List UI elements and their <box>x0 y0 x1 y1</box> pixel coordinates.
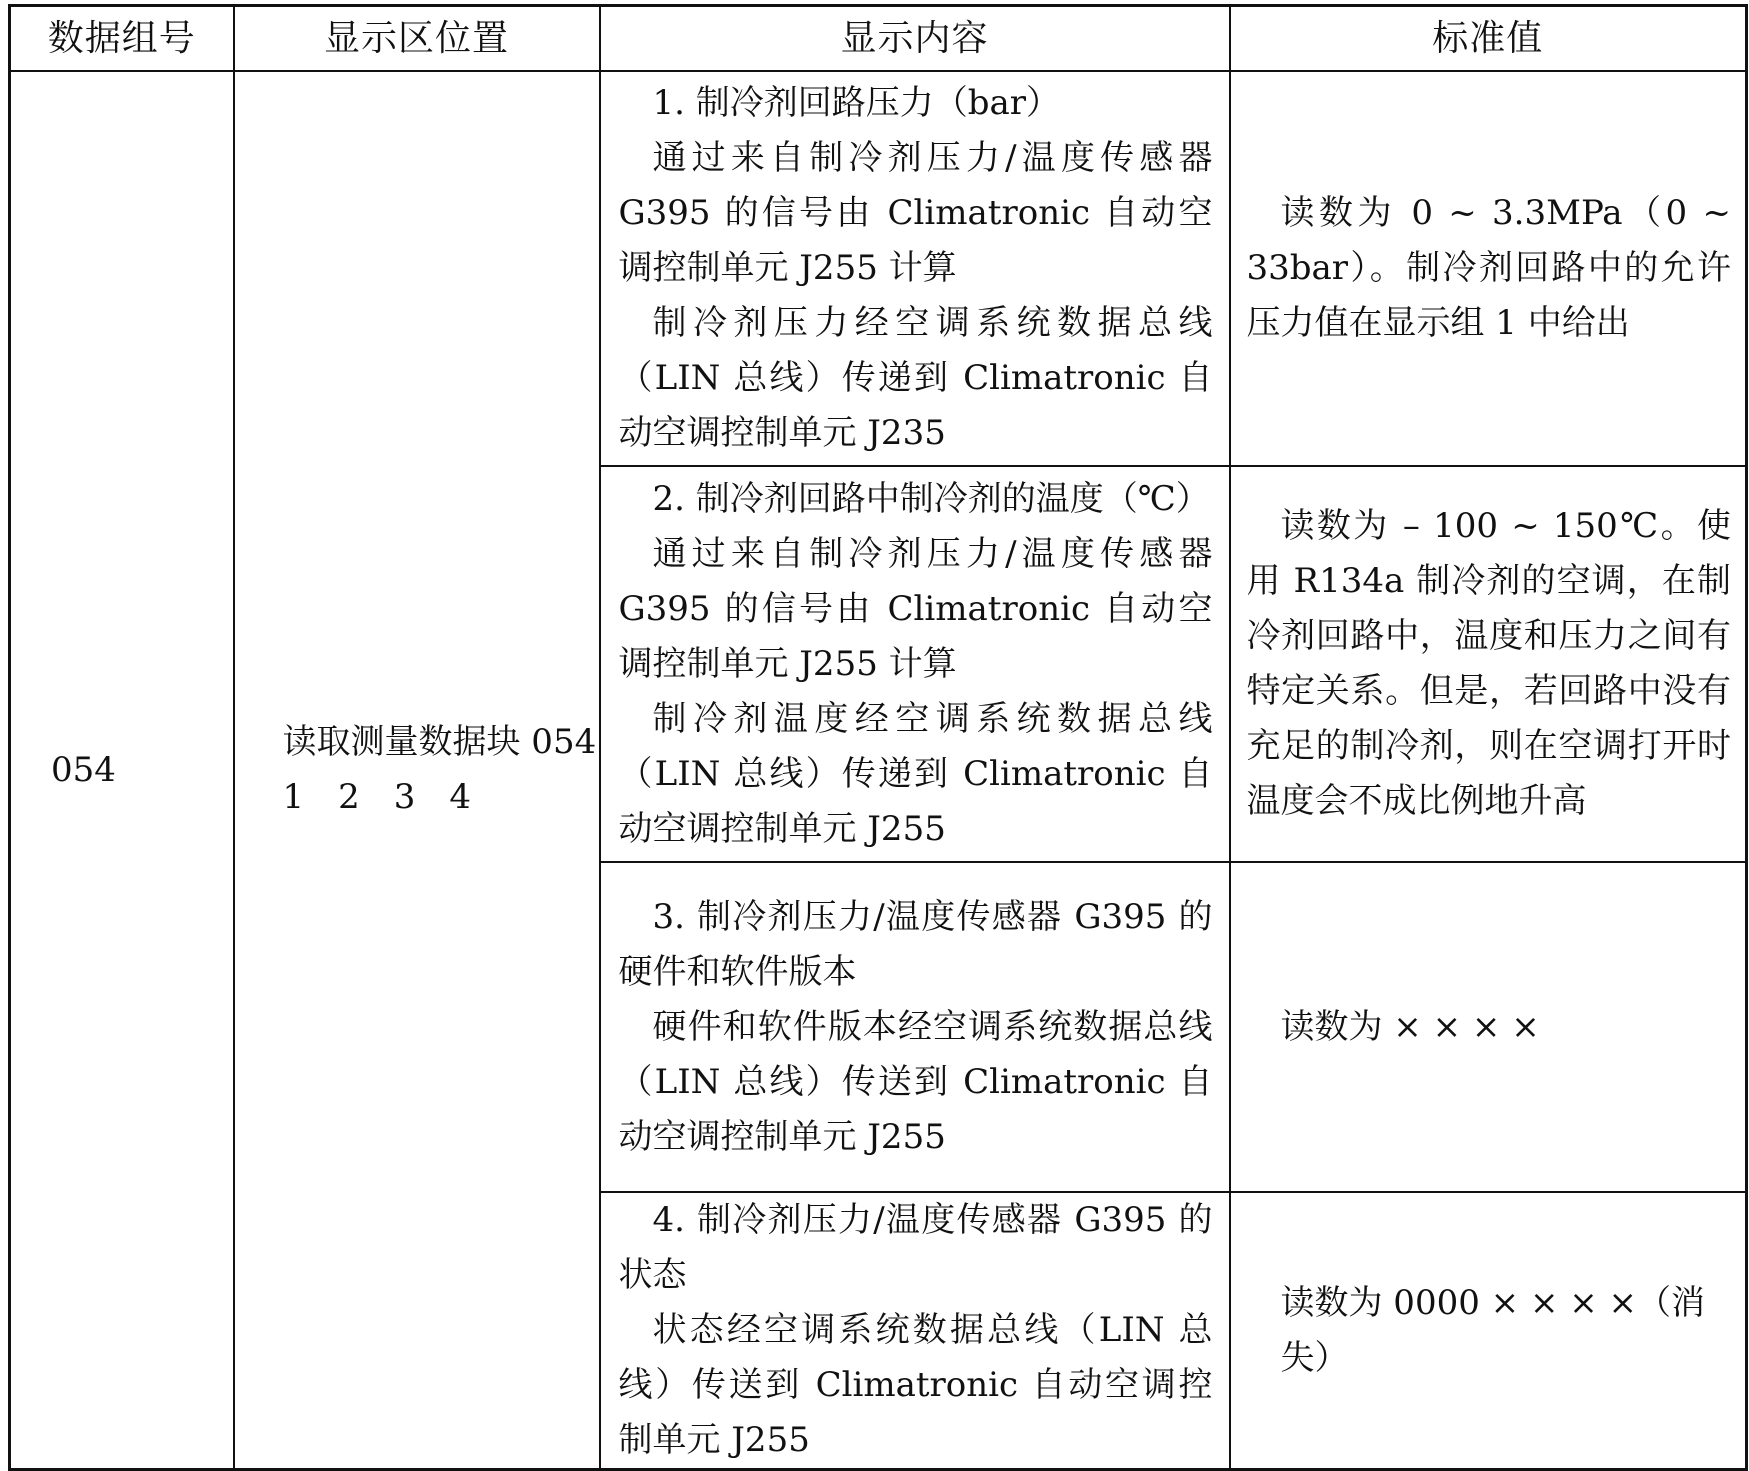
content-cell-4 <box>600 1192 1230 1470</box>
content-cell-2 <box>600 466 1230 862</box>
content-2-para-1: 通过来自制冷剂压力/温度传感器 G395 的信号由 Climatronic 自动空调控制单元 J255 计算 <box>618 533 1213 684</box>
standard-4-text: 读数为 0000 × × × ×（消失） <box>1280 1282 1706 1378</box>
content-3-title: 3. 制冷剂压力/温度传感器 G395 的硬件和软件版本 <box>618 896 1213 992</box>
header-group-number: 数据组号 <box>10 6 234 72</box>
display-position-label: 读取测量数据块 054 <box>282 722 597 762</box>
header-display-position: 显示区位置 <box>234 6 600 72</box>
standard-2-text: 读数为 – 100 ~ 150℃。使用 R134a 制冷剂的空调，在制冷剂回路中，温度和压力之间有特定关系。但是，若回路中没有充足的制冷剂，则在空调打开时温度会不成比例地升高 <box>1246 506 1731 821</box>
content-2-para-2: 制冷剂温度经空调系统数据总线（LIN 总线）传递到 Climatronic 自动空调控制单元 J255 <box>618 698 1213 849</box>
header-display-content: 显示内容 <box>600 6 1230 72</box>
group-number-cell: 054 <box>10 71 234 1470</box>
content-cell-1 <box>600 71 1230 466</box>
content-cell-3 <box>600 862 1230 1192</box>
content-4-para-1: 状态经空调系统数据总线（LIN 总线）传送到 Climatronic 自动空调控制单元 J255 <box>618 1310 1213 1460</box>
data-table-sheet <box>8 4 1745 1460</box>
standard-1-text: 读数为 0 ~ 3.3MPa（0 ~ 33bar）。制冷剂回路中的允许压力值在显示组 1 中给出 <box>1246 193 1731 343</box>
standard-cell-3 <box>1230 862 1747 1192</box>
content-1-para-2: 制冷剂压力经空调系统数据总线（LIN 总线）传递到 Climatronic 自动空调控制单元 J235 <box>618 303 1213 453</box>
content-1-title: 1. 制冷剂回路压力（bar） <box>652 83 1061 123</box>
content-2-title: 2. 制冷剂回路中制冷剂的温度（℃） <box>652 478 1210 519</box>
content-1-para-1: 通过来自制冷剂压力/温度传感器 G395 的信号由 Climatronic 自动空调控制单元 J255 计算 <box>618 138 1213 288</box>
measurement-block-table <box>8 4 1748 1471</box>
table-row <box>10 71 1747 466</box>
standard-cell-2 <box>1230 466 1747 862</box>
content-4-title: 4. 制冷剂压力/温度传感器 G395 的状态 <box>618 1200 1213 1295</box>
standard-3-text: 读数为 × × × × <box>1280 1006 1540 1047</box>
header-row <box>10 6 1747 72</box>
standard-cell-4 <box>1230 1192 1747 1470</box>
content-3-para-1: 硬件和软件版本经空调系统数据总线（LIN 总线）传送到 Climatronic 自动空调控制单元 J255 <box>618 1006 1213 1157</box>
display-position-cell <box>234 71 600 1470</box>
display-position-digits: 1 2 3 4 <box>282 777 472 817</box>
header-standard-value: 标准值 <box>1230 6 1747 72</box>
standard-cell-1 <box>1230 71 1747 466</box>
